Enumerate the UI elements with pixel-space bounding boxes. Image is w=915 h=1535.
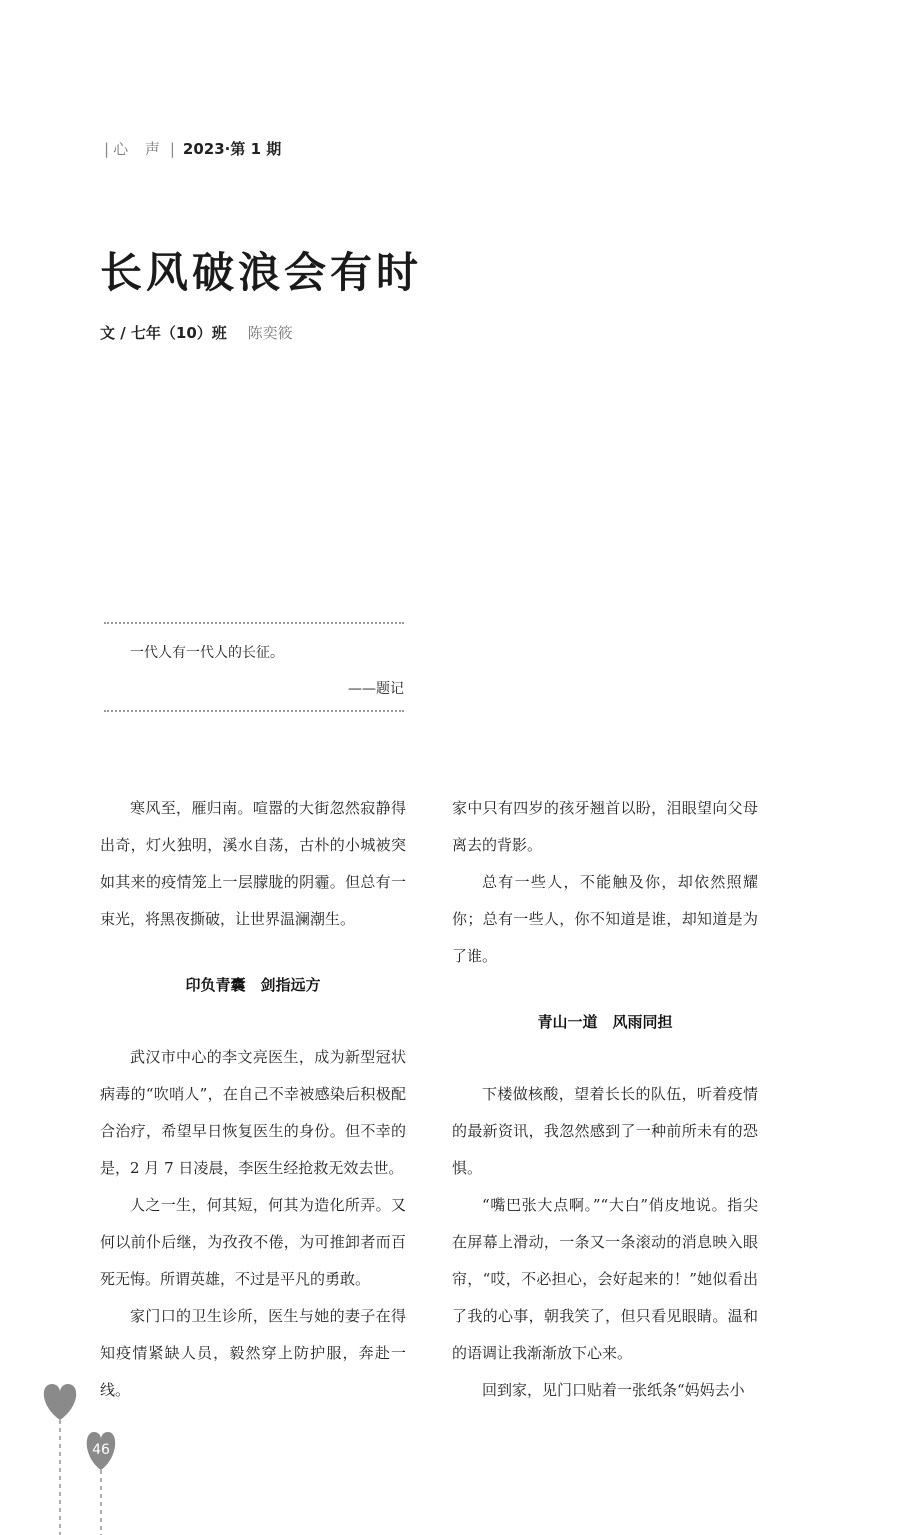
byline (100, 322, 293, 343)
left-column (100, 790, 406, 1409)
paragraph: 家门口的卫生诊所，医生与她的妻子在得知疫情紧缺人员，毅然穿上防护服，奔赴一线。 (100, 1307, 406, 1399)
heart-decoration (0, 1380, 140, 1535)
paragraph: 总有一些人，不能触及你，却依然照耀你；总有一些人，你不知道是谁，却知道是为了谁。 (452, 873, 758, 965)
byline-class: 文 / 七年（10）班 (100, 324, 227, 342)
paragraph: 家中只有四岁的孩牙翘首以盼，泪眼望向父母离去的背影。 (452, 799, 758, 854)
header-divider: | (104, 139, 110, 158)
paragraph: 回到家，见门口贴着一张纸条“妈妈去小 (482, 1381, 745, 1399)
subheading: 青山一道 风雨同担 (537, 1013, 673, 1031)
page-number: 46 (92, 1442, 110, 1458)
paragraph: 寒风至，雁归南。喧嚣的大街忽然寂静得出奇，灯火独明，溪水自荡，古朴的小城被突如其来的疫情笼上一层朦胧的阴霾。但总有一束光，将黑夜撕破，让世界温澜潮生。 (100, 799, 406, 928)
issue-label: 2023·第 1 期 (182, 140, 282, 158)
heart-icon (44, 1384, 76, 1420)
magazine-header (100, 138, 281, 159)
right-column (452, 790, 758, 1409)
epigraph-source: ——题记 (348, 681, 404, 697)
article-title: 长风破浪会有时 (100, 248, 423, 297)
byline-author: 陈奕筱 (247, 324, 293, 342)
epigraph-box (104, 622, 404, 712)
subheading: 印负青囊 剑指远方 (185, 976, 321, 994)
section-name: 心 声 (113, 140, 166, 158)
paragraph: 人之一生，何其短，何其为造化所弄。又何以前仆后继，为孜孜不倦，为可推卸者而百死无悔。所谓英雄，不过是平凡的勇敢。 (100, 1196, 406, 1288)
epigraph-text: 一代人有一代人的长征。 (130, 645, 284, 661)
header-divider: | (169, 139, 175, 158)
paragraph: “嘴巴张大点啊。”“大白”俏皮地说。指尖在屏幕上滑动，一条又一条滚动的消息映入眼帘，“哎，不必担心，会好起来的！”她似看出了我的心事，朝我笑了，但只看见眼睛。温和的语调让我渐渐放下心来。 (452, 1196, 758, 1362)
paragraph: 下楼做核酸，望着长长的队伍，听着疫情的最新资讯，我忽然感到了一种前所未有的恐惧。 (452, 1085, 758, 1177)
paragraph: 武汉市中心的李文亮医生，成为新型冠状病毒的“吹哨人”，在自己不幸被感染后积极配合治疗，希望早日恢复医生的身份。但不幸的是，2 月 7 日凌晨，李医生经抢救无效去世。 (100, 1048, 406, 1177)
